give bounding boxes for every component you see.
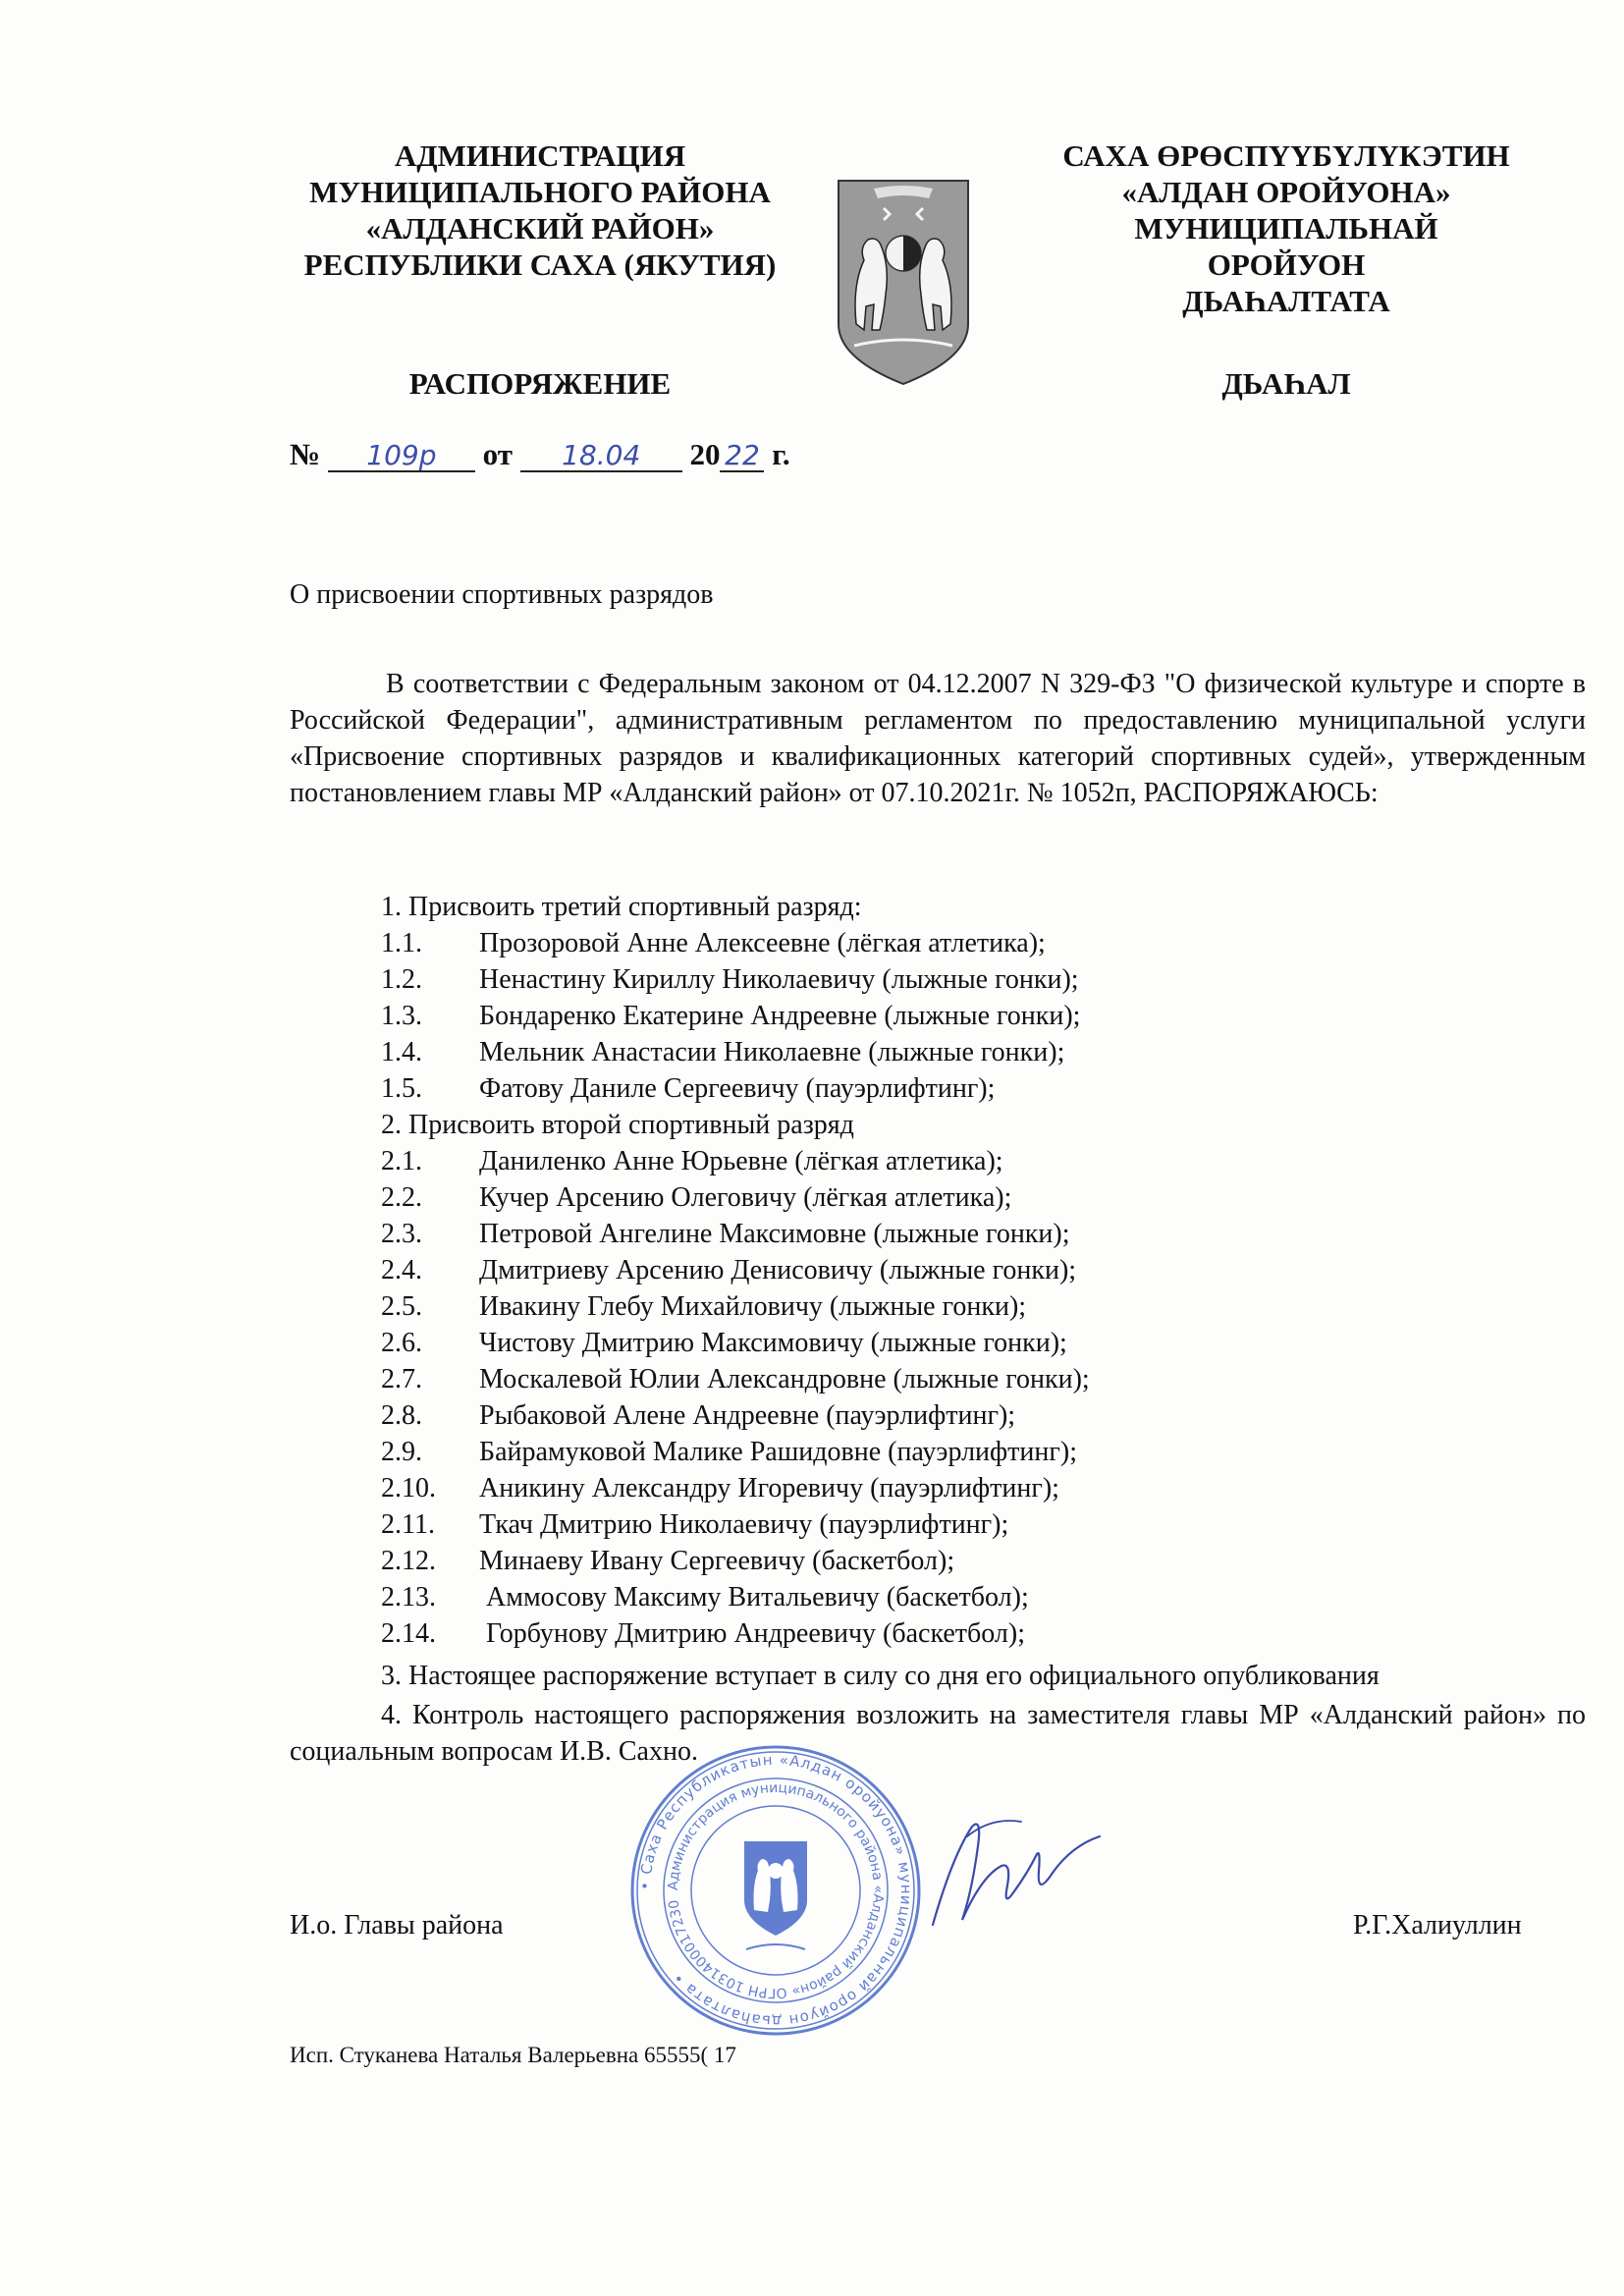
item-text: Ткач Дмитрию Николаевичу (пауэрлифтинг); xyxy=(479,1509,1009,1540)
official-stamp-icon xyxy=(628,1743,923,2038)
item-number: 1.2. xyxy=(381,964,422,995)
header-left-line: «АЛДАНСКИЙ РАЙОН» xyxy=(365,211,715,246)
order-title-yakut: ДЬАҺАЛ xyxy=(1221,366,1351,401)
list-item xyxy=(381,1579,1598,1615)
item-number: 2.7. xyxy=(381,1364,422,1394)
item-text: Горбунову Дмитрию Андреевичу (баскетбол); xyxy=(479,1618,1025,1649)
preamble-paragraph: В соответствии с Федеральным законом от 04.12.2007 N 329-ФЗ "О физической культуре и спорте в Российской Федерации", административным регламентом по предоставлению муниципальной услуги «Присвоение спортивных разрядов и квалификационных категорий спортивных судей», утвержденным постановлением главы МР «Алданский район» от 07.10.2021г. № 1052п, РАСПОРЯЖАЮСЬ: xyxy=(290,669,1586,808)
header-left-line: АДМИНИСТРАЦИЯ xyxy=(394,138,686,173)
item-number: 2.11. xyxy=(381,1509,435,1540)
item-text: Даниленко Анне Юрьевне (лёгкая атлетика); xyxy=(479,1146,1003,1176)
order-subject: О присвоении спортивных разрядов xyxy=(290,579,714,610)
item-number: 1.3. xyxy=(381,1001,422,1031)
item-number: 2.10. xyxy=(381,1473,436,1503)
svg-text:Администрация муниципального р: Администрация муниципального района «Алданский район» ОГРН 1031400017230 xyxy=(665,1779,887,2001)
order-number-value: 109р xyxy=(328,441,475,472)
date-prefix: от xyxy=(482,437,513,471)
list-item xyxy=(381,961,1598,998)
header-right-line: МУНИЦИПАЛЬНАЙ xyxy=(1134,211,1438,246)
control-paragraph: 4. Контроль настоящего распоряжения возложить на заместителя главы МР «Алданский район» по социальным вопросам И.В. Сахно. xyxy=(290,1700,1586,1767)
item-number: 2.14. xyxy=(381,1618,436,1649)
item-number: 2.2. xyxy=(381,1182,422,1213)
list-item xyxy=(381,1143,1598,1179)
year-prefix: 20 xyxy=(689,437,721,471)
list-item xyxy=(381,1397,1598,1434)
item-text: Дмитриеву Арсению Денисовичу (лыжные гонки); xyxy=(479,1255,1077,1285)
list-item xyxy=(381,1506,1598,1543)
list-item xyxy=(381,1070,1598,1107)
order-year-value: 22 xyxy=(720,441,764,472)
list-item xyxy=(381,1470,1598,1506)
section-heading: 1. Присвоить третий спортивный разряд: xyxy=(381,892,862,922)
list-item xyxy=(381,1434,1598,1470)
list-item xyxy=(381,1252,1598,1288)
item-number: 2.12. xyxy=(381,1546,436,1576)
header-left-line: МУНИЦИПАЛЬНОГО РАЙОНА xyxy=(309,175,771,209)
item-text: Кучер Арсению Олеговичу (лёгкая атлетика); xyxy=(479,1182,1012,1213)
item-number: 1.5. xyxy=(381,1073,422,1104)
item-text: Бондаренко Екатерине Андреевне (лыжные гонки); xyxy=(479,1001,1081,1031)
list-item xyxy=(381,1179,1598,1216)
item-number: 2.13. xyxy=(381,1582,436,1613)
list-item xyxy=(381,925,1598,961)
header-right-block xyxy=(1041,137,1532,319)
handwritten-signature-icon xyxy=(913,1797,1110,1944)
item-number: 2.4. xyxy=(381,1255,422,1285)
item-text: Чистову Дмитрию Максимовичу (лыжные гонки); xyxy=(479,1328,1067,1358)
item-text: Прозоровой Анне Алексеевне (лёгкая атлетика); xyxy=(479,928,1046,958)
list-item xyxy=(381,998,1598,1034)
item-text: Минаеву Ивану Сергеевичу (баскетбол); xyxy=(479,1546,955,1576)
number-prefix: № xyxy=(290,437,321,471)
item-text: Аникину Александру Игоревичу (пауэрлифтинг); xyxy=(479,1473,1059,1503)
list-item xyxy=(381,1361,1598,1397)
item-text: Фатову Даниле Сергеевичу (пауэрлифтинг); xyxy=(479,1073,996,1104)
item-text: Петровой Ангелине Максимовне (лыжные гонки); xyxy=(479,1219,1070,1249)
item-number: 1.1. xyxy=(381,928,422,958)
list-item xyxy=(381,1543,1598,1579)
item-text: Ненастину Кириллу Николаевичу (лыжные гонки); xyxy=(479,964,1079,995)
list-item xyxy=(381,1034,1598,1070)
svg-text:• Саха Республикатын «Алдан ор: • Саха Республикатын «Алдан оройуона» муниципальнай оройуон дьаһалтата • xyxy=(635,1750,916,2031)
year-suffix: г. xyxy=(772,437,790,471)
order-number-line xyxy=(290,437,790,472)
order-date-value: 18.04 xyxy=(520,441,682,472)
list-item xyxy=(381,1288,1598,1325)
order-title-russian: РАСПОРЯЖЕНИЕ xyxy=(408,366,672,401)
item-number: 2.6. xyxy=(381,1328,422,1358)
item-text: Москалевой Юлии Александровне (лыжные гонки); xyxy=(479,1364,1090,1394)
item-number: 2.5. xyxy=(381,1291,422,1322)
item-number: 2.1. xyxy=(381,1146,422,1176)
item-text: Байрамуковой Малике Рашидовне (пауэрлифтинг); xyxy=(479,1437,1077,1467)
list-item xyxy=(381,1216,1598,1252)
effective-date-paragraph: 3. Настоящее распоряжение вступает в силу со дня его официального опубликования xyxy=(381,1661,1380,1691)
header-right-line: САХА ӨРӨСПҮҮБҮЛҮКЭТИН xyxy=(1062,138,1510,173)
header-right-line: ОРОЙУОН xyxy=(1207,247,1366,282)
item-number: 2.9. xyxy=(381,1437,422,1467)
executor-line: Исп. Стуканева Наталья Валерьевна 65555( 17 xyxy=(290,2043,736,2067)
awards-list xyxy=(381,889,1598,1652)
item-text: Ивакину Глебу Михайловичу (лыжные гонки); xyxy=(479,1291,1027,1322)
list-item xyxy=(381,1325,1598,1361)
signatory-name: Р.Г.Халиуллин xyxy=(1353,1910,1522,1941)
item-text: Аммосову Максиму Витальевичу (баскетбол); xyxy=(479,1582,1029,1613)
item-text: Рыбаковой Алене Андреевне (пауэрлифтинг); xyxy=(479,1400,1016,1431)
section-heading: 2. Присвоить второй спортивный разряд xyxy=(381,1110,854,1140)
item-number: 2.3. xyxy=(381,1219,422,1249)
item-text: Мельник Анастасии Николаевне (лыжные гонки); xyxy=(479,1037,1065,1067)
header-right-line: ДЬАҺАЛТАТА xyxy=(1182,284,1390,318)
item-number: 1.4. xyxy=(381,1037,422,1067)
list-item xyxy=(381,1615,1598,1652)
header-left-block xyxy=(275,137,805,283)
header-left-line: РЕСПУБЛИКИ САХА (ЯКУТИЯ) xyxy=(303,247,777,282)
signatory-position: И.о. Главы района xyxy=(290,1910,504,1941)
coat-of-arms-bears-icon xyxy=(835,177,972,388)
header-right-line: «АЛДАН ОРОЙУОНА» xyxy=(1121,175,1451,209)
item-number: 2.8. xyxy=(381,1400,422,1431)
